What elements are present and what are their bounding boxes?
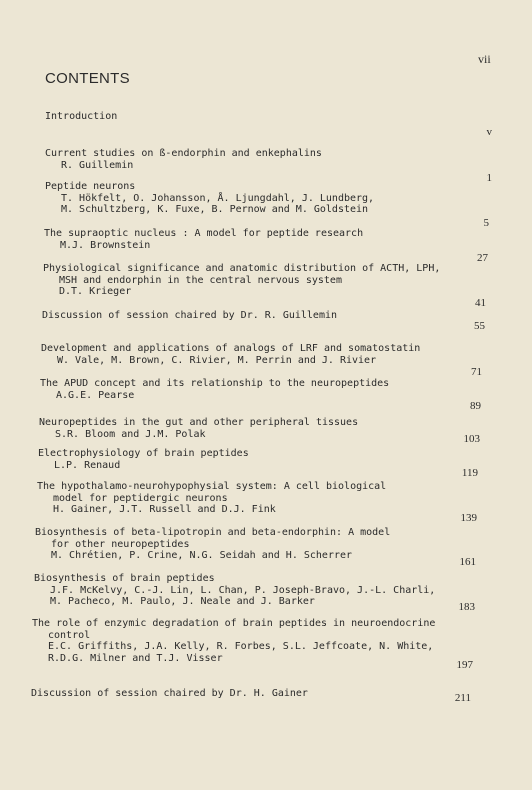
entry-authors: D.T. Krieger	[59, 286, 132, 297]
entry-authors: W. Vale, M. Brown, C. Rivier, M. Perrin and J. Rivier	[57, 354, 377, 366]
entry-title: Electrophysiology of brain peptides	[38, 448, 249, 459]
entry-title: Discussion of session chaired by Dr. R. Guillemin	[42, 310, 338, 321]
entry-title: The role of enzymic degradation of brain peptides in neuroendocrine	[32, 618, 436, 629]
entry-authors: J.F. McKelvy, C.-J. Lin, L. Chan, P. Joseph-Bravo, J.-L. Charli,	[50, 584, 436, 596]
entry-authors: R.D.G. Milner and T.J. Visser	[48, 652, 223, 664]
entry-title: for other neuropeptides	[51, 538, 190, 550]
entry-page-number: 71	[471, 366, 482, 378]
entry-title: The APUD concept and its relationship to the neuropeptides	[40, 378, 390, 389]
entry-page-number: v	[486, 126, 492, 138]
entry-authors: M. Chrétien, P. Crine, N.G. Seidah and H. Scherrer	[51, 550, 353, 561]
entry-page-number: 41	[475, 297, 486, 309]
entry-page-number: 55	[474, 320, 485, 332]
toc-entry	[32, 618, 435, 664]
entry-page-number: 5	[483, 217, 489, 229]
entry-title: control	[48, 629, 91, 641]
entry-title: Biosynthesis of brain peptides	[34, 573, 215, 584]
entry-title: Current studies on ß-endorphin and enkephalins	[45, 148, 322, 159]
entry-page-number: 119	[461, 467, 478, 479]
toc-entry	[44, 228, 363, 251]
entry-authors: L.P. Renaud	[54, 459, 121, 471]
toc-entry	[41, 343, 420, 366]
toc-entry	[43, 263, 440, 298]
entry-title: Neuropeptides in the gut and other peripheral tissues	[39, 417, 359, 428]
entry-page-number: 139	[460, 512, 477, 524]
entry-page-number: 211	[454, 692, 471, 704]
entry-title: The supraoptic nucleus : A model for peptide research	[44, 228, 364, 239]
toc-entry	[38, 448, 249, 471]
entry-page-number: 27	[477, 252, 488, 264]
toc-entry	[39, 417, 358, 440]
entry-authors: S.R. Bloom and J.M. Polak	[55, 428, 206, 440]
entry-title: Development and applications of analogs of LRF and somatostatin	[41, 343, 421, 354]
entry-page-number: 103	[463, 433, 480, 445]
entry-title: The hypothalamo-neurohypophysial system: A cell biological	[37, 481, 387, 492]
entry-title: Peptide neurons	[45, 181, 136, 192]
entry-authors: H. Gainer, J.T. Russell and D.J. Fink	[53, 504, 276, 515]
entry-authors: M.J. Brownstein	[60, 239, 151, 251]
entry-page-number: 183	[458, 601, 475, 613]
toc-entry	[37, 481, 386, 516]
entry-authors: E.C. Griffiths, J.A. Kelly, R. Forbes, S.L. Jeffcoate, N. White,	[48, 641, 434, 652]
toc-entry	[45, 181, 374, 216]
toc-entry	[31, 688, 308, 700]
toc-entry	[45, 148, 322, 171]
entry-authors: T. Hökfelt, O. Johansson, Å. Ljungdahl, J. Lundberg,	[61, 192, 375, 204]
entry-authors: R. Guillemin	[61, 159, 134, 171]
entry-title: MSH and endorphin in the central nervous system	[59, 274, 342, 286]
entry-title: model for peptidergic neurons	[53, 492, 228, 504]
entry-authors: A.G.E. Pearse	[56, 389, 135, 401]
toc-entry	[35, 527, 390, 562]
entry-page-number: 89	[470, 400, 481, 412]
entry-title: Discussion of session chaired by Dr. H. Gainer	[31, 688, 308, 699]
toc-entry	[34, 573, 435, 608]
entry-page-number: 161	[459, 556, 476, 568]
toc-entry	[45, 111, 117, 123]
toc-entry	[42, 310, 337, 322]
entry-title: Physiological significance and anatomic distribution of ACTH, LPH,	[43, 263, 441, 274]
entry-title: Biosynthesis of beta-lipotropin and beta-endorphin: A model	[35, 527, 391, 538]
contents-heading: CONTENTS	[45, 70, 130, 87]
entry-title: Introduction	[45, 111, 118, 122]
page-number: vii	[478, 52, 491, 66]
entry-page-number: 1	[486, 172, 492, 184]
toc-entry	[40, 378, 389, 401]
entry-authors: M. Schultzberg, K. Fuxe, B. Pernow and M. Goldstein	[61, 204, 369, 215]
entry-page-number: 197	[456, 659, 473, 671]
entry-authors: M. Pacheco, M. Paulo, J. Neale and J. Barker	[50, 596, 315, 607]
